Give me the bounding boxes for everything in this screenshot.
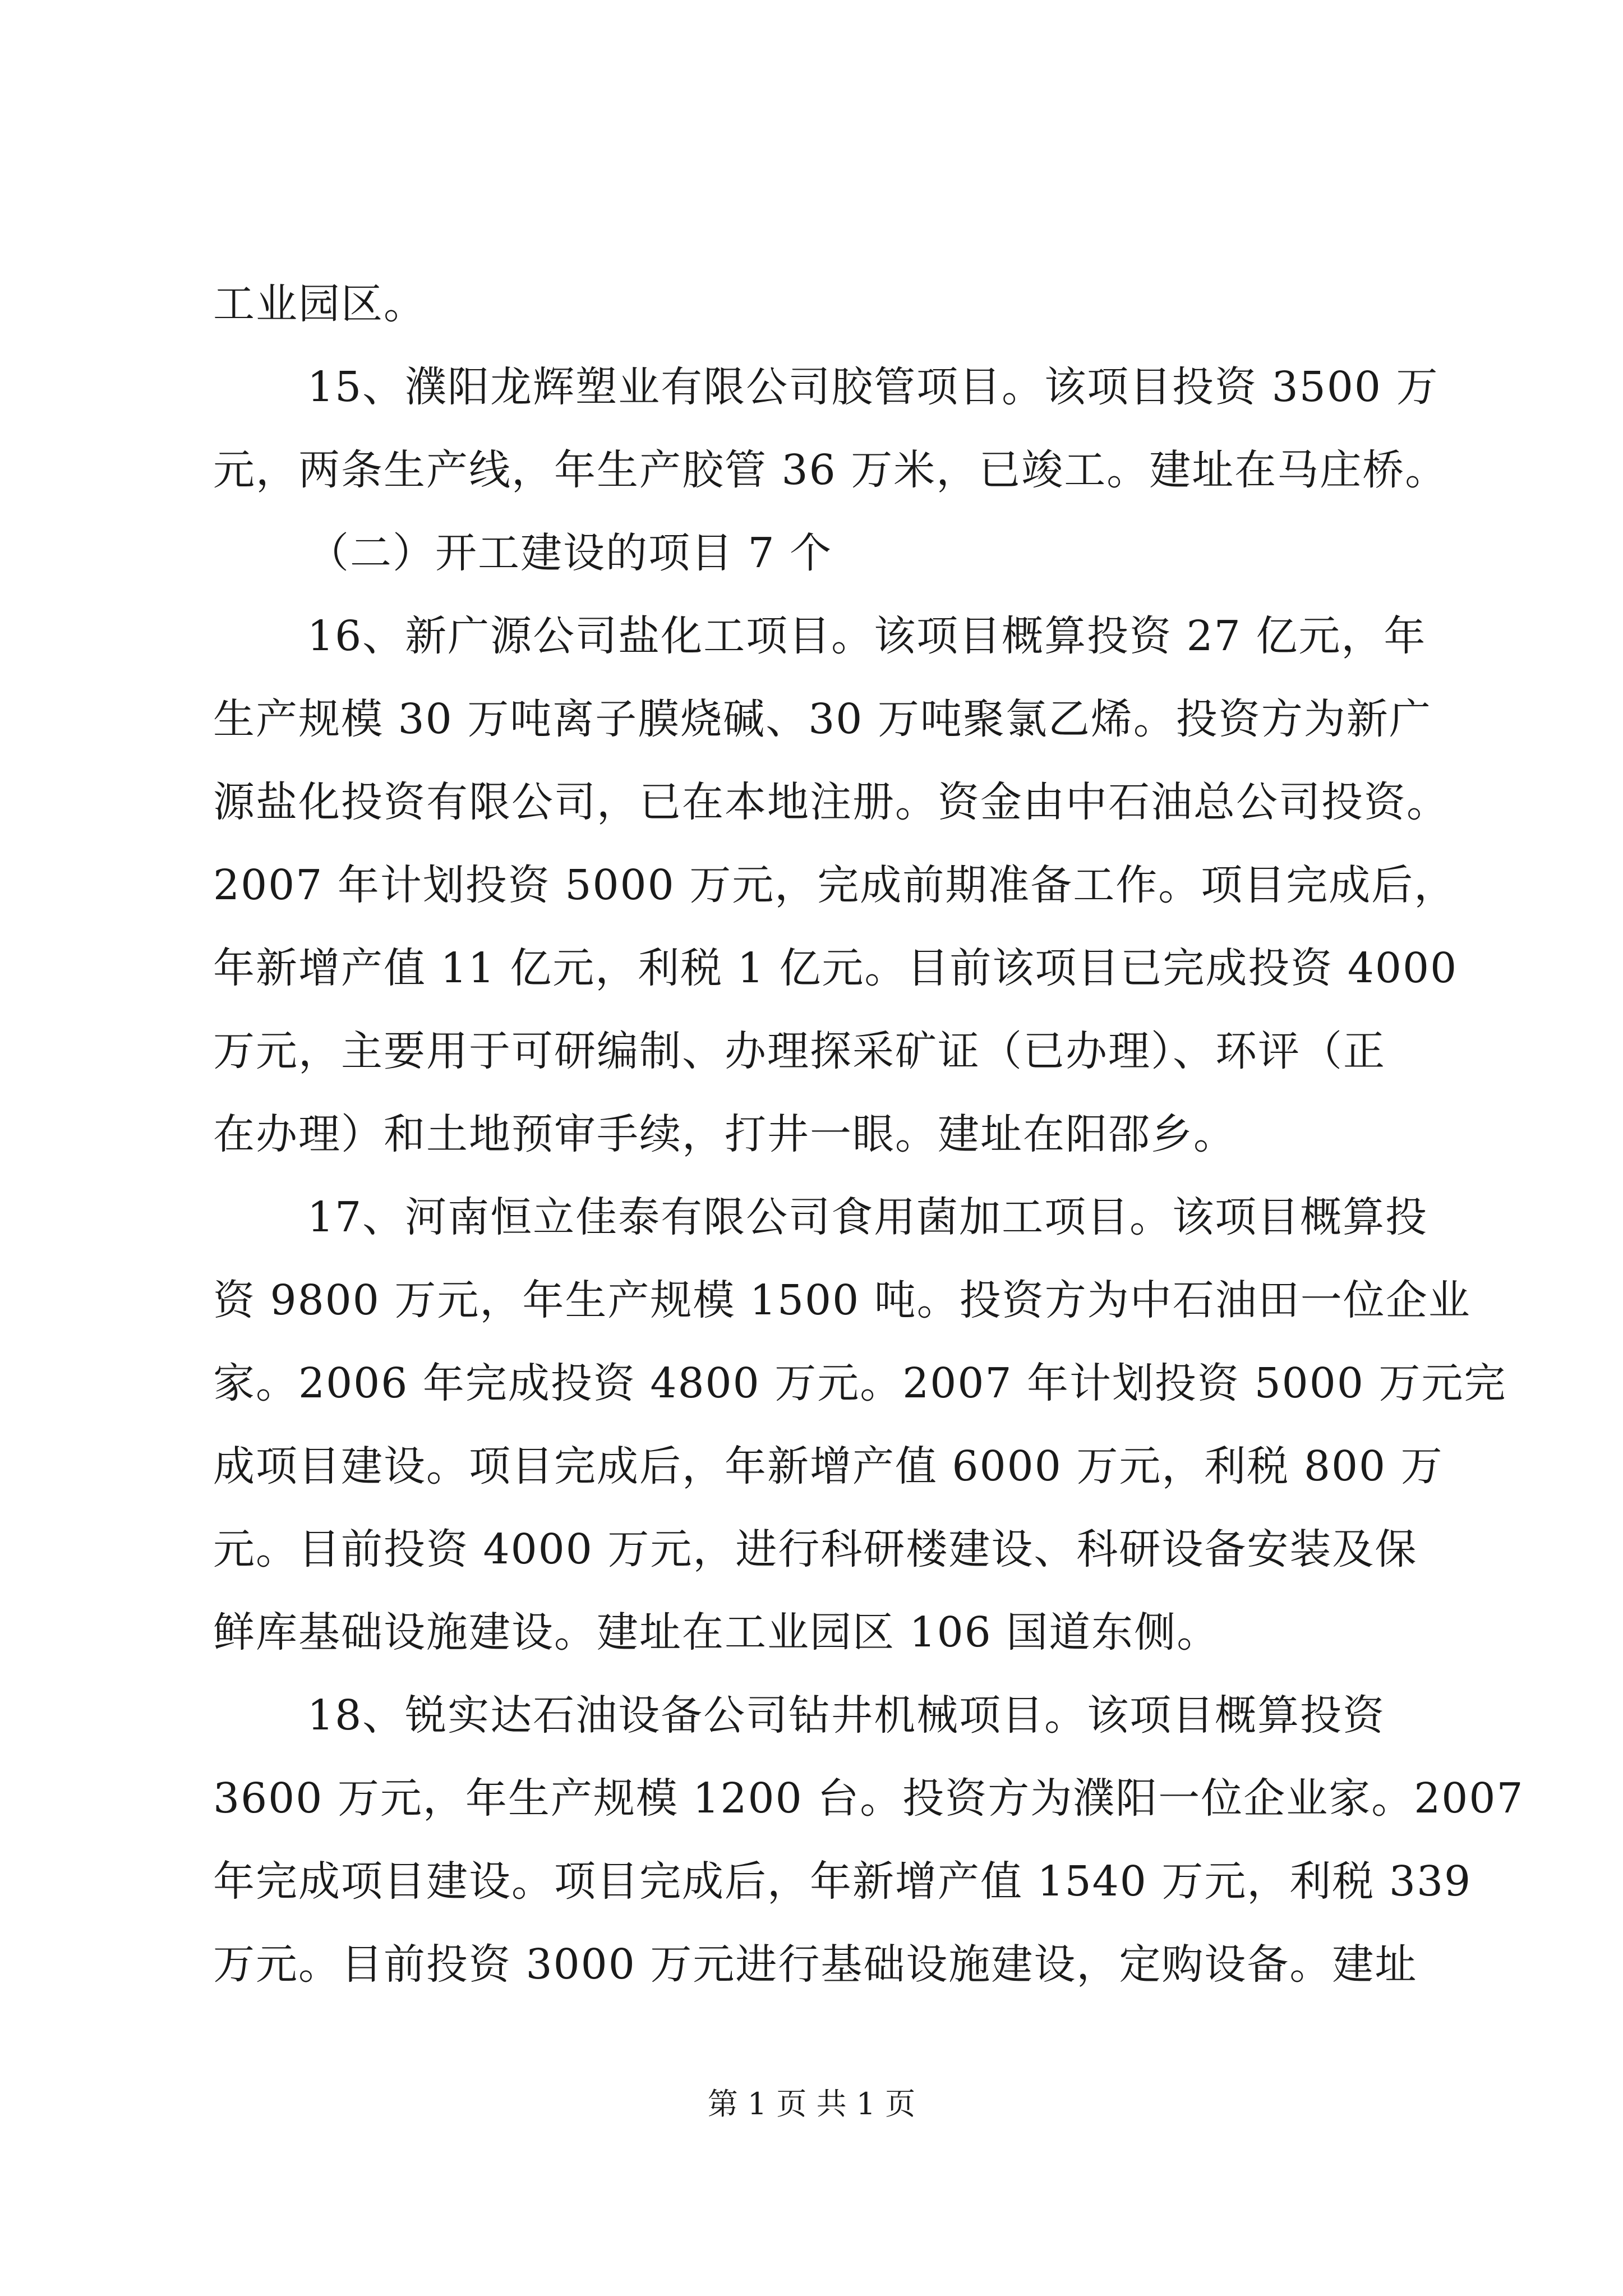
- text-line: 元。目前投资 4000 万元，进行科研楼建设、科研设备安装及保: [213, 1525, 1418, 1573]
- text-line: 17、河南恒立佳泰有限公司食用菌加工项目。该项目概算投: [307, 1193, 1428, 1241]
- text-line: 鲜库基础设施建设。建址在工业园区 106 国道东侧。: [213, 1608, 1220, 1657]
- text-line: 3600 万元，年生产规模 1200 台。投资方为濮阳一位企业家。2007: [213, 1774, 1524, 1823]
- document-body: [213, 263, 1524, 2006]
- text-line: 年完成项目建设。项目完成后，年新增产值 1540 万元，利税 339: [213, 1857, 1472, 1906]
- text-line: 元，两条生产线，年生产胶管 36 万米，已竣工。建址在马庄桥。: [213, 446, 1448, 494]
- text-line: 2007 年计划投资 5000 万元，完成前期准备工作。项目完成后，: [213, 861, 1457, 909]
- text-line: 年新增产值 11 亿元，利税 1 亿元。目前该项目已完成投资 4000: [213, 944, 1458, 992]
- text-line: 资 9800 万元，年生产规模 1500 吨。投资方为中石油田一位企业: [213, 1276, 1471, 1324]
- text-line: 18、锐实达石油设备公司钻井机械项目。该项目概算投资: [307, 1691, 1386, 1740]
- text-line: 15、濮阳龙辉塑业有限公司胶管项目。该项目投资 3500 万: [307, 363, 1439, 411]
- text-line: 工业园区。: [213, 280, 426, 328]
- text-line: 生产规模 30 万吨离子膜烧碱、30 万吨聚氯乙烯。投资方为新广: [213, 695, 1432, 743]
- page-footer: [0, 2085, 1623, 2124]
- text-line: 在办理）和土地预审手续，打井一眼。建址在阳邵乡。: [213, 1110, 1236, 1158]
- section-heading: （二）开工建设的项目 7 个: [307, 529, 833, 577]
- text-line: 万元。目前投资 3000 万元进行基础设施建设，定购设备。建址: [213, 1940, 1418, 1989]
- page-number-label: 第 1 页 共 1 页: [707, 2086, 916, 2122]
- text-line: 16、新广源公司盐化工项目。该项目概算投资 27 亿元，年: [307, 612, 1427, 660]
- text-line: 源盐化投资有限公司，已在本地注册。资金由中石油总公司投资。: [213, 778, 1449, 826]
- text-line: 万元，主要用于可研编制、办理探采矿证（已办理）、环评（正: [213, 1027, 1386, 1075]
- text-line: 成项目建设。项目完成后，年新增产值 6000 万元，利税 800 万: [213, 1442, 1444, 1490]
- text-line: 家。2006 年完成投资 4800 万元。2007 年计划投资 5000 万元完: [213, 1359, 1507, 1407]
